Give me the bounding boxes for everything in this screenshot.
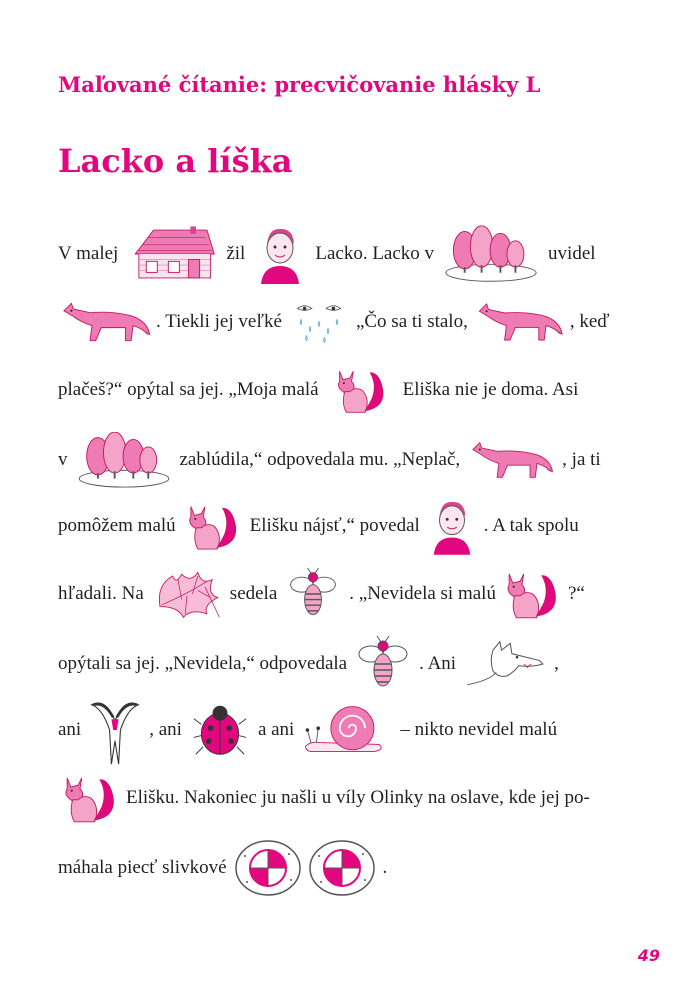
story-text: V malej: [58, 243, 119, 264]
story-text: zablúdila,“ odpovedala mu. „Neplač,: [179, 449, 461, 470]
story-text: Elišku nájsť,“ povedal: [249, 515, 420, 536]
story-line-7: [58, 632, 559, 696]
fox-icon: [58, 294, 152, 350]
wolf-icon: [462, 636, 548, 692]
story-line-5: [58, 494, 579, 558]
forest-icon: [444, 225, 538, 283]
story-text: ,: [554, 653, 559, 674]
story-text: . „Nevidela si malú: [349, 583, 496, 604]
story-text: uvidel: [548, 243, 596, 264]
story-text: , ani: [149, 719, 182, 740]
story-text: . A tak spolu: [483, 515, 579, 536]
story-line-3: [58, 358, 578, 422]
story-text: sedela: [229, 583, 278, 604]
page-title: Lacko a líška: [58, 142, 293, 180]
story-line-6: [58, 562, 585, 626]
ladybug-icon: [192, 701, 248, 759]
story-text: žil: [226, 243, 246, 264]
bee-icon: [285, 564, 341, 624]
cake-icon: [307, 838, 377, 898]
story-text: – nikto nevidel malú: [400, 719, 558, 740]
cake-icon: [233, 838, 303, 898]
leaf-icon: [150, 567, 224, 621]
story-line-8: [58, 698, 557, 762]
fox-icon: [464, 434, 558, 486]
story-text: . Tiekli jej veľké: [156, 311, 282, 332]
fox-cub-icon: [182, 498, 244, 554]
story-text: „Čo sa ti stalo,: [355, 311, 468, 332]
forest-icon: [74, 432, 174, 488]
story-text: .: [382, 857, 388, 878]
bee-icon: [353, 634, 413, 694]
story-text: ani: [58, 719, 82, 740]
page-subtitle: Maľované čítanie: precvičovanie hlásky L: [58, 72, 541, 97]
story-text: plačeš?“ opýtal sa jej. „Moja malá: [58, 379, 319, 400]
story-text: opýtali sa jej. „Nevidela,“ odpovedala: [58, 653, 348, 674]
story-text: , ja ti: [562, 449, 601, 470]
story-text: Lacko. Lacko v: [315, 243, 435, 264]
story-text: ?“: [567, 583, 585, 604]
boy-icon: [428, 497, 476, 555]
story-text: Eliška nie je doma. Asi: [402, 379, 579, 400]
fox-cub-icon: [331, 361, 391, 419]
story-text: Elišku. Nakoniec ju našli u víly Olinky na oslave, kde jej po-: [126, 787, 590, 808]
snail-icon: [302, 703, 392, 757]
house-icon: [126, 225, 218, 283]
boy-icon: [255, 224, 305, 284]
story-text: a ani: [257, 719, 295, 740]
story-line-10: [58, 836, 387, 900]
story-text: v: [58, 449, 68, 470]
swallow-icon: [87, 694, 143, 766]
fox-cub-icon: [500, 566, 564, 622]
story-line-9: [58, 766, 590, 830]
story-line-1: [58, 222, 596, 286]
fox-icon: [474, 295, 564, 349]
tears-icon: [292, 298, 346, 346]
story-text: . Ani: [419, 653, 457, 674]
story-line-4: [58, 428, 601, 492]
story-text: máhala piecť slivkové: [58, 857, 227, 878]
page-number: 49: [637, 946, 660, 965]
story-text: hľadali. Na: [58, 583, 144, 604]
story-line-2: [58, 290, 610, 354]
fox-cub-icon: [58, 770, 122, 826]
story-text: pomôžem malú: [58, 515, 176, 536]
story-text: , keď: [569, 311, 610, 332]
